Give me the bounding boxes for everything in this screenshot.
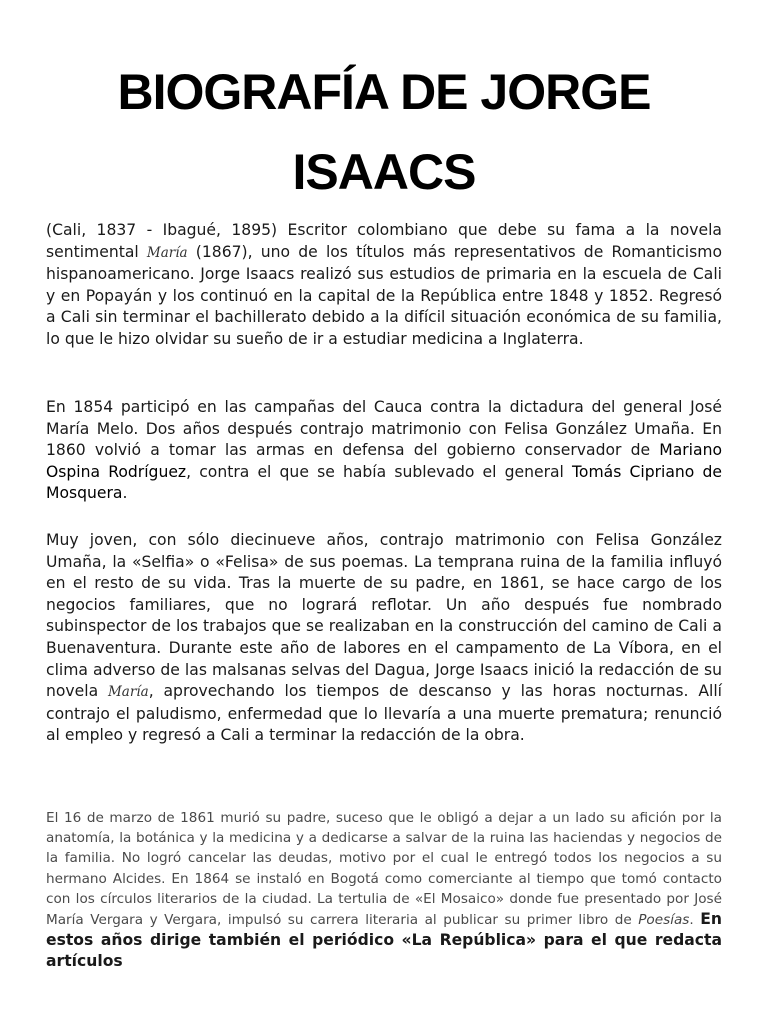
paragraph-1-text-a: (Cali, 1837 - Ibagué, 1895) Escritor colombiano que debe su fama a la novela sentimental (46, 221, 722, 261)
paragraph-4-text-a: El 16 de marzo de 1861 murió su padre, suceso que le obligó a dejar a un lado su afición por la anatomía, la botánica y la medicina y a dedicarse a salvar de la ruina las haciendas y negocios de la familia. No logró cancelar las deudas, motivo por el cual le entregó todos los negocios a su hermano Alcides. En 1864 se instaló en Bogotá como comerciante al tiempo que tomó contacto con los círculos literarios de la ciudad. La tertulia de «El Mosaico» donde fue presentado por José María Vergara y Vergara, impulsó su carrera literaria al publicar su primer libro de (46, 810, 722, 929)
document-title (40, 52, 728, 212)
paragraph-2-text-c: . (122, 484, 128, 503)
paragraph-3-text-a: Muy joven, con sólo diecinueve años, contrajo matrimonio con Felisa González Umaña, la «Selfia» o «Felisa» de sus poemas. La temprana ruina de la familia influyó en el resto de su vida. Tras la muerte de su padre, en 1861, se hace cargo de los negocios familiares, que no logrará reflotar. Un año después fue nombrado subinspector de los trabajos que se realizaban en la construcción del camino de Cali a Buenaventura. Durante este año de labores en el campamento de La Víbora, en el clima adverso de las malsanas selvas del Dagua, Jorge Isaacs inició la redacción de su novela (46, 531, 722, 701)
novel-title-maria-2: María (107, 684, 149, 701)
book-title-poesias: Poesías (638, 912, 690, 929)
novel-title-maria: María (146, 244, 188, 261)
title-line-1: BIOGRAFÍA DE JORGE (117, 64, 651, 120)
link-tomas-cipriano-de-mosquera[interactable]: Tomás Cipriano de Mosquera (46, 462, 722, 503)
paragraph-2-text-a: En 1854 participó en las campañas del Cauca contra la dictadura del general José María Melo. Dos años después contrajo matrimonio con Felisa González Umaña. En 1860 volvió a tomar las armas en defensa del gobierno conservador de (46, 398, 722, 460)
paragraph-4-bold-text: En estos años dirige también el periódico «La República» para el que redacta artículos (46, 910, 722, 971)
link-mariano-ospina-rodriguez[interactable]: Mariano Ospina Rodríguez (46, 441, 722, 481)
paragraph-2 (46, 397, 722, 505)
paragraph-3 (46, 530, 722, 747)
title-line-2: ISAACS (292, 144, 476, 200)
paragraph-3-text-b: , aprovechando los tiempos de descanso y las horas nocturnas. Allí contrajo el paludismo, enfermedad que lo llevaría a una muerte prematura; renunció al empleo y regresó a Cali a terminar la redacción de la obra. (46, 682, 722, 745)
paragraph-2-text-b: , contra el que se había sublevado el general (186, 462, 573, 481)
paragraph-4-text-b: . (689, 912, 701, 929)
paragraph-4 (46, 808, 722, 973)
paragraph-1 (46, 220, 722, 351)
paragraph-1-text-b: (1867), uno de los títulos más representativos de Romanticismo hispanoamericano. Jorge Isaacs realizó sus estudios de primaria en la escuela de Cali y en Popayán y los continuó en la capital de la República entre 1848 y 1852. Regresó a Cali sin terminar el bachillerato debido a la difícil situación económica de su familia, lo que le hizo olvidar su sueño de ir a estudiar medicina a Inglaterra. (46, 242, 722, 348)
